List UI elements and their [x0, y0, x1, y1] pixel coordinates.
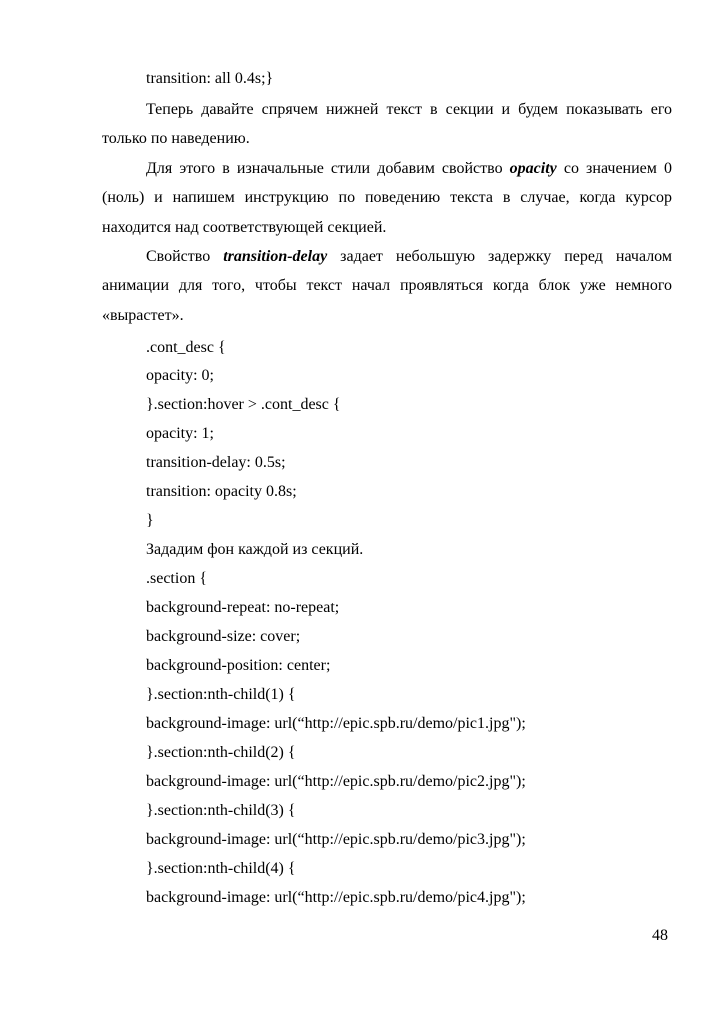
page-number: 48 [652, 927, 668, 944]
paragraph-hide-text: Теперь давайте спрячем нижней текст в секции и будем показывать его только по наведению. [102, 101, 672, 148]
code-line: }.section:nth-child(3) { [146, 802, 296, 819]
paragraph-text: задает небольшую задержку перед началом анимации для того, чтобы текст начал проявляться когда блок уже немного «вырастет». [102, 248, 673, 324]
term-transition-delay: transition-delay [223, 248, 328, 265]
paragraph-text: со значением 0 (ноль) и напишем инструкцию по поведению текста в случае, когда курсор находится над соответствующей секцией. [102, 160, 672, 236]
code-line: }.section:nth-child(2) { [146, 744, 296, 761]
code-line: background-position: center; [146, 657, 331, 674]
code-line: }.section:hover > .cont_desc { [146, 396, 341, 413]
term-opacity: opacity [509, 160, 557, 177]
paragraph-transition-delay [102, 242, 672, 330]
code-line: }.section:nth-child(4) { [146, 860, 296, 877]
paragraph-section-background: Зададим фон каждой из секций. [146, 541, 364, 558]
code-line: } [146, 512, 154, 529]
code-line: background-image: url(“http://epic.spb.ru/demo/pic3.jpg"); [146, 831, 526, 848]
paragraph-text: Свойство [146, 248, 224, 265]
code-line: background-image: url(“http://epic.spb.ru/demo/pic4.jpg"); [146, 889, 526, 906]
code-line: transition-delay: 0.5s; [146, 454, 286, 471]
code-line: background-size: cover; [146, 628, 301, 645]
code-line: transition: opacity 0.8s; [146, 483, 297, 500]
paragraph-text: Для этого в изначальные стили добавим свойство [146, 160, 510, 177]
code-line: background-repeat: no-repeat; [146, 599, 340, 616]
code-line: opacity: 1; [146, 425, 214, 442]
paragraph-opacity [102, 154, 672, 242]
code-line: opacity: 0; [146, 367, 214, 384]
code-line: background-image: url(“http://epic.spb.ru/demo/pic2.jpg"); [146, 773, 526, 790]
code-line: background-image: url(“http://epic.spb.ru/demo/pic1.jpg"); [146, 715, 526, 732]
code-line: }.section:nth-child(1) { [146, 686, 296, 703]
code-line: transition: all 0.4s;} [146, 70, 274, 87]
code-line: .cont_desc { [146, 339, 226, 356]
code-line: .section { [146, 570, 207, 587]
